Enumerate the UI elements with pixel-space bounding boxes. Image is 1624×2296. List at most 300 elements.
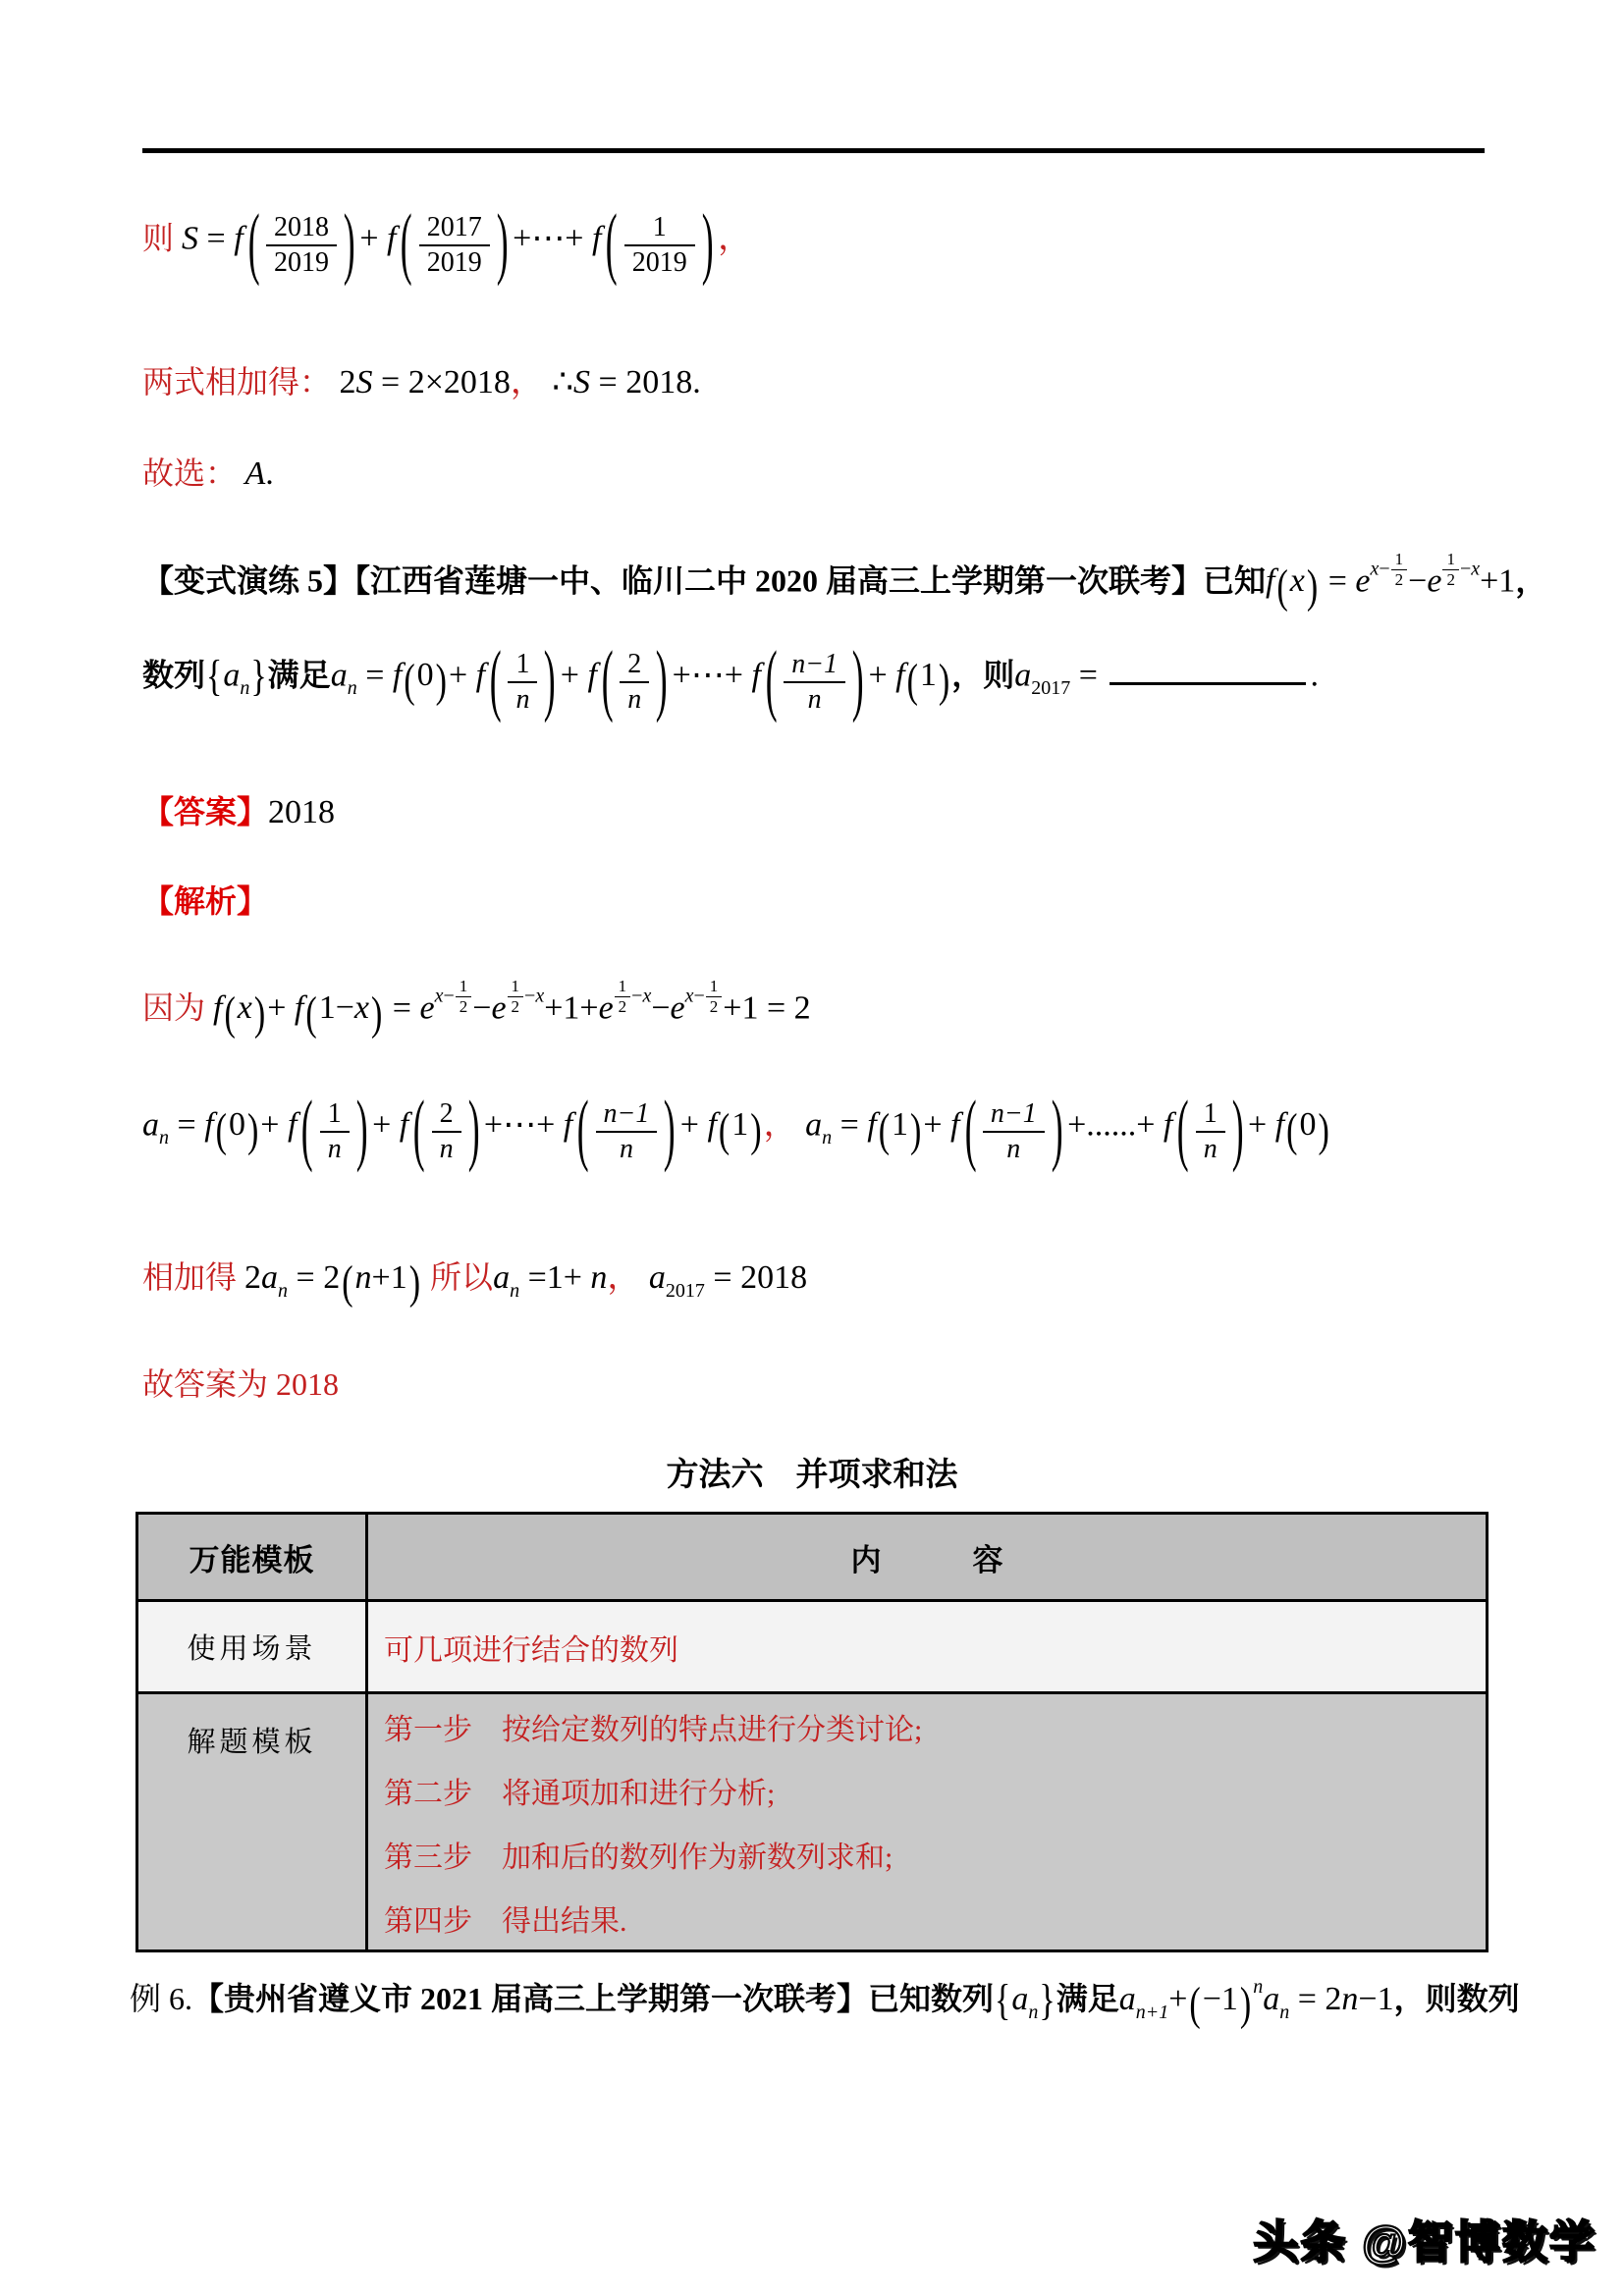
math-token: n — [1341, 1981, 1359, 2017]
table-header-content-cell: 内 容 — [367, 1514, 1488, 1601]
conclusion-line — [142, 1257, 808, 1309]
paren-glyph: ) — [1231, 1086, 1244, 1174]
math-token: 故答案为 2018 — [142, 1366, 340, 1402]
table-header-row — [137, 1514, 1488, 1601]
math-token: 故选： — [142, 455, 238, 491]
paren-glyph: ) — [435, 655, 447, 707]
math-token: + — [1168, 1981, 1188, 2017]
superscript — [435, 977, 473, 1018]
math-token: 0 — [1299, 1106, 1317, 1144]
fraction-numerator: 1 — [624, 211, 695, 246]
paren-glyph: ( — [1276, 561, 1288, 614]
math-token: f — [204, 1106, 214, 1144]
math-token: + — [560, 657, 588, 694]
math-token: A — [237, 455, 266, 492]
math-token: = 2×2018 — [372, 364, 511, 400]
step-2: 第二步 将通项加和进行分析; — [384, 1777, 776, 1810]
math-token: − — [651, 989, 671, 1027]
fraction-denominator: n — [1006, 1133, 1021, 1164]
fraction — [508, 648, 537, 716]
math-token: x — [1370, 558, 1380, 580]
paren-glyph: ( — [247, 199, 260, 288]
math-token: . — [265, 455, 274, 492]
math-token: +⋯+ — [672, 657, 752, 694]
superscript — [1253, 1977, 1263, 1997]
parenthesis-group — [408, 1086, 484, 1174]
paren-glyph: ( — [1286, 1104, 1298, 1156]
fraction — [620, 648, 649, 716]
math-token: a — [1263, 1981, 1280, 2017]
fraction-denominator: n — [807, 683, 822, 715]
math-token: 1 — [731, 1106, 749, 1144]
subscript: n — [1028, 2002, 1039, 2023]
fraction — [1442, 550, 1459, 591]
paren-glyph: ( — [606, 199, 619, 288]
fraction — [456, 977, 472, 1018]
fraction — [1391, 550, 1408, 591]
math-token: x — [237, 989, 252, 1027]
fraction-denominator: n — [439, 1133, 454, 1164]
fraction-denominator: 2019 — [631, 246, 687, 278]
math-token: = — [384, 989, 420, 1027]
math-token: = — [198, 220, 235, 257]
paren-glyph: ) — [938, 655, 950, 707]
math-token: ， — [1515, 562, 1547, 599]
subscript: n — [510, 1280, 520, 1302]
math-token: ∴ — [543, 364, 574, 400]
paren-glyph: ) — [1051, 1086, 1063, 1174]
math-token: e — [670, 989, 685, 1027]
top-rule-divider — [142, 148, 1485, 153]
superscript — [507, 977, 545, 1018]
math-token: e — [491, 989, 507, 1027]
math-token: − — [631, 985, 643, 1007]
final-answer-line — [142, 1366, 339, 1403]
fraction — [596, 1097, 658, 1165]
math-token: f — [751, 657, 761, 694]
math-token: 例 6. — [130, 1981, 193, 2016]
paren-glyph: ) — [343, 199, 355, 288]
answer-line — [142, 793, 335, 831]
paren-glyph: ( — [489, 636, 502, 724]
fraction-denominator: 2 — [709, 997, 719, 1017]
superscript — [685, 977, 724, 1018]
analysis-label-line — [142, 883, 268, 920]
parenthesis-group — [222, 988, 267, 1041]
math-token: n — [590, 1259, 608, 1296]
fraction — [706, 977, 723, 1018]
math-token: − — [693, 985, 705, 1007]
math-token: + — [868, 657, 896, 694]
math-token: x — [1471, 558, 1481, 580]
parenthesis-group — [244, 199, 360, 288]
fraction-numerator: 1 — [508, 977, 524, 997]
fraction-denominator: 2 — [511, 997, 520, 1017]
paren-glyph: ) — [408, 1257, 421, 1309]
fraction-denominator: n — [627, 683, 642, 715]
math-token: f — [387, 220, 397, 257]
fraction — [508, 977, 524, 1018]
math-token: = — [1320, 562, 1356, 600]
math-token: n — [1253, 1976, 1264, 1998]
math-token: + — [267, 989, 295, 1027]
math-token: a — [330, 657, 348, 694]
math-token: ， — [510, 364, 544, 400]
math-token: 1 — [892, 1106, 909, 1144]
step-1: 第一步 按给定数列的特点进行分类讨论; — [384, 1713, 923, 1746]
math-token: e — [1355, 562, 1371, 600]
math-token: f — [392, 657, 403, 694]
subscript: n — [1279, 2002, 1290, 2023]
usage-scene-label: 使用场景 — [137, 1601, 367, 1693]
math-token: f — [587, 657, 597, 694]
example-6-line — [130, 1976, 1520, 2031]
paren-glyph: ) — [544, 636, 557, 724]
math-token: 1− — [318, 989, 354, 1027]
math-token: = — [832, 1106, 868, 1144]
subscript: n — [240, 677, 250, 700]
math-token: e — [1427, 562, 1442, 600]
fraction-numerator: 1 — [1391, 550, 1408, 570]
fraction — [419, 211, 490, 279]
parenthesis-group — [485, 636, 561, 724]
math-token: 满足 — [267, 657, 331, 693]
math-token: = 2018 — [590, 364, 693, 400]
math-token: f — [399, 1106, 409, 1144]
paren-glyph: ) — [1318, 1104, 1329, 1156]
math-token: n — [354, 1259, 372, 1296]
subscript: n — [159, 1127, 169, 1149]
parenthesis-group — [601, 199, 718, 288]
step-4: 第四步 得出结果. — [384, 1904, 627, 1938]
math-token: 2018 — [268, 794, 336, 830]
fraction-numerator: 1 — [508, 648, 537, 683]
math-token: 相加得 — [142, 1259, 245, 1295]
math-token: } — [1039, 1977, 1056, 2025]
math-token: +1 — [1480, 562, 1516, 600]
template-table — [135, 1512, 1489, 1952]
variant-exercise-5-line — [142, 550, 1547, 614]
math-token: x — [434, 985, 444, 1007]
math-token: f — [867, 1106, 877, 1144]
fraction — [784, 648, 845, 716]
math-token: ， — [763, 1106, 806, 1144]
parenthesis-group — [303, 988, 384, 1041]
fraction-denominator: 2019 — [273, 246, 329, 278]
math-token: + — [372, 1106, 400, 1144]
usage-scene-text: 可几项进行结合的数列 — [384, 1633, 678, 1667]
table-header-template-cell: 万能模板 — [137, 1514, 367, 1601]
method-six-title: 方法六 并项求和法 — [666, 1456, 958, 1492]
equation-sum-result-line — [142, 363, 701, 401]
parenthesis-group — [1172, 1086, 1248, 1174]
math-token: f — [234, 220, 244, 257]
parenthesis-group — [905, 655, 952, 707]
paren-glyph: ) — [910, 1104, 922, 1156]
parenthesis-group — [877, 1104, 924, 1156]
math-token: + — [923, 1106, 951, 1144]
paren-glyph: ( — [224, 988, 236, 1041]
parenthesis-group — [402, 655, 449, 707]
math-token: 2 — [331, 364, 356, 400]
fraction-numerator: 1 — [706, 977, 723, 997]
math-token: { — [206, 653, 223, 701]
parenthesis-group — [1187, 1979, 1253, 2031]
math-token: a — [493, 1259, 511, 1296]
table-row-usage — [137, 1601, 1488, 1693]
math-token: 满足 — [1056, 1981, 1119, 2016]
math-token: f — [591, 220, 602, 257]
paren-glyph: ( — [576, 1086, 589, 1174]
math-token: f — [563, 1106, 573, 1144]
math-token: x — [1289, 562, 1305, 600]
math-token: a — [648, 1259, 666, 1296]
parenthesis-group — [597, 636, 673, 724]
paren-glyph: ( — [301, 1086, 314, 1174]
math-token: a — [142, 1106, 159, 1144]
math-token: +⋯+ — [483, 1106, 564, 1144]
fraction-denominator: n — [327, 1133, 342, 1164]
watermark: 头条 @智博数学 — [1253, 2216, 1597, 2268]
math-token: +1 = 2 — [723, 989, 811, 1027]
math-token: a — [223, 657, 241, 694]
math-token: . — [692, 364, 701, 400]
math-token: = — [1070, 657, 1107, 694]
math-token: ，则数列 — [1393, 1981, 1520, 2016]
fraction-numerator: 1 — [456, 977, 472, 997]
math-token: 1 — [919, 657, 937, 694]
math-token: 两式相加得： — [142, 364, 332, 400]
table-row-steps — [137, 1693, 1488, 1951]
paren-glyph: ) — [1306, 561, 1319, 614]
fraction — [1196, 1097, 1225, 1165]
parenthesis-group — [214, 1104, 261, 1156]
math-token: a — [805, 1106, 823, 1144]
math-token: = 2 — [1289, 1981, 1342, 2017]
math-token: − — [524, 985, 536, 1007]
math-token: +⋯+ — [513, 220, 592, 257]
fraction-numerator: 1 — [615, 977, 631, 997]
math-token: f — [213, 989, 223, 1027]
fraction-numerator: 2018 — [266, 211, 337, 246]
paren-glyph: ( — [412, 1086, 425, 1174]
sequence-definition-line — [142, 636, 1319, 724]
paren-glyph: ( — [1177, 1086, 1189, 1174]
paren-glyph: ) — [1239, 1979, 1252, 2031]
paren-glyph: ) — [467, 1086, 480, 1174]
paren-glyph: ( — [765, 636, 778, 724]
math-token: a — [261, 1259, 279, 1296]
math-token: 所以 — [422, 1259, 494, 1295]
fraction-numerator: 2 — [432, 1097, 461, 1133]
math-token: f — [1274, 1106, 1285, 1144]
math-token: a — [1014, 657, 1032, 694]
paren-glyph: ( — [215, 1104, 227, 1156]
fraction — [983, 1097, 1045, 1165]
math-token: − — [1459, 558, 1472, 580]
fraction-denominator: n — [1203, 1133, 1218, 1164]
superscript — [1441, 550, 1480, 591]
fraction-denominator: 2 — [459, 997, 468, 1017]
subscript: n — [822, 1127, 833, 1149]
math-token: 2 — [244, 1259, 262, 1296]
fraction — [624, 211, 695, 279]
parenthesis-group — [297, 1086, 372, 1174]
step-3: 第三步 加和后的数列作为新数列求和; — [384, 1841, 893, 1874]
formula-s-sum-line — [142, 199, 752, 288]
math-token: −1 — [1202, 1981, 1238, 2017]
math-token: f — [475, 657, 486, 694]
paren-glyph: ( — [305, 988, 317, 1041]
math-token: + — [1248, 1106, 1275, 1144]
math-token: ，则 — [951, 657, 1015, 693]
paren-glyph: ( — [718, 1104, 731, 1156]
solve-template-steps — [367, 1693, 1488, 1951]
fraction-numerator: 2 — [620, 648, 649, 683]
paren-glyph: ) — [253, 988, 266, 1041]
math-token: 【变式演练 5】【江西省莲塘一中、临川二中 2020 届高三上学期第一次联考】已知 — [142, 562, 1267, 599]
math-token: x — [684, 985, 694, 1007]
math-token: S — [182, 220, 199, 257]
math-token: +1+ — [544, 989, 599, 1027]
paren-glyph: ( — [404, 655, 415, 707]
math-token: f — [1163, 1106, 1173, 1144]
math-token: x — [642, 985, 652, 1007]
math-token: e — [419, 989, 435, 1027]
math-token: = — [356, 657, 393, 694]
math-token: − — [443, 985, 455, 1007]
answer-blank — [1110, 653, 1306, 685]
math-token: f — [950, 1106, 960, 1144]
fraction — [320, 1097, 350, 1165]
math-token: 0 — [416, 657, 434, 694]
math-token: x — [353, 989, 369, 1027]
math-token: +......+ — [1067, 1106, 1164, 1144]
math-token: 数列 — [142, 657, 206, 693]
math-token: − — [1408, 562, 1428, 600]
parenthesis-group — [761, 636, 869, 724]
paren-glyph: ( — [964, 1086, 977, 1174]
solve-template-label: 解题模板 — [137, 1693, 367, 1951]
math-token: 【解析】 — [142, 883, 269, 919]
because-identity-line — [142, 977, 811, 1041]
math-token: − — [1379, 558, 1390, 580]
an-two-forms-line — [142, 1086, 1331, 1174]
math-token: S — [573, 364, 591, 400]
fraction-denominator: 2019 — [426, 246, 482, 278]
fraction — [615, 977, 631, 1018]
answer-choice-line — [142, 454, 274, 493]
fraction-numerator: n−1 — [784, 648, 845, 683]
parenthesis-group — [1284, 1104, 1331, 1156]
subscript: 2017 — [665, 1280, 705, 1302]
math-token: e — [598, 989, 614, 1027]
math-token: 【贵州省遵义市 2021 届高三上学期第一次联考】已知数列 — [192, 1981, 995, 2016]
superscript — [1371, 550, 1409, 591]
fraction-numerator: 1 — [320, 1097, 350, 1133]
paren-glyph: ( — [601, 636, 614, 724]
math-token: . — [1310, 657, 1319, 694]
subscript: n — [278, 1280, 289, 1302]
math-token: + — [359, 220, 387, 257]
math-token: x — [535, 985, 545, 1007]
fraction — [266, 211, 337, 279]
paren-glyph: ) — [355, 1086, 368, 1174]
math-token: } — [250, 653, 267, 701]
paren-glyph: ( — [1189, 1979, 1201, 2031]
paren-glyph: ) — [655, 636, 668, 724]
fraction-denominator: n — [515, 683, 530, 715]
math-token: =1+ — [519, 1259, 591, 1296]
fraction-denominator: 2 — [618, 997, 627, 1017]
usage-scene-content — [367, 1601, 1488, 1693]
subscript: n — [347, 677, 357, 700]
math-token: ， — [607, 1259, 649, 1296]
math-token: 【答案】 — [142, 794, 269, 829]
fraction — [432, 1097, 461, 1165]
fraction-numerator: 1 — [1196, 1097, 1225, 1133]
math-token: = 2 — [288, 1259, 341, 1296]
math-token: 因为 — [142, 989, 214, 1026]
paren-glyph: ) — [701, 199, 714, 288]
math-token: + — [679, 1106, 708, 1144]
subscript: 2017 — [1031, 677, 1071, 700]
fraction-numerator: n−1 — [596, 1097, 658, 1133]
math-token: + — [448, 657, 476, 694]
math-token: ， — [718, 220, 752, 257]
fraction-denominator: 2 — [1446, 570, 1455, 590]
parenthesis-group — [717, 1104, 764, 1156]
math-token: f — [287, 1106, 298, 1144]
math-token: = 2018 — [704, 1259, 808, 1296]
math-token: 0 — [228, 1106, 245, 1144]
paren-glyph: ) — [851, 636, 864, 724]
paren-glyph: ( — [906, 655, 918, 707]
fraction-denominator: 2 — [1394, 570, 1404, 590]
superscript — [614, 977, 652, 1018]
parenthesis-group — [1274, 561, 1320, 614]
math-token: f — [707, 1106, 717, 1144]
paren-glyph: ) — [246, 1104, 259, 1156]
math-token: −1 — [1358, 1981, 1394, 2017]
math-token: S — [355, 364, 373, 400]
fraction-numerator: 1 — [1442, 550, 1459, 570]
math-token: f — [1266, 562, 1275, 600]
math-token: a — [1118, 1981, 1136, 2017]
paren-glyph: ( — [342, 1257, 353, 1309]
math-token: f — [294, 989, 304, 1027]
math-token: f — [895, 657, 905, 694]
parenthesis-group — [340, 1257, 422, 1309]
parenthesis-group — [960, 1086, 1068, 1174]
paren-glyph: ( — [878, 1104, 891, 1156]
math-token: − — [472, 989, 492, 1027]
fraction-numerator: 2017 — [419, 211, 490, 246]
paren-glyph: ( — [401, 199, 413, 288]
parenthesis-group — [396, 199, 513, 288]
subscript: n+1 — [1135, 2002, 1169, 2023]
paren-glyph: ) — [664, 1086, 677, 1174]
math-token: = — [169, 1106, 205, 1144]
math-token: { — [995, 1977, 1011, 2025]
fraction-denominator: n — [619, 1133, 633, 1164]
paren-glyph: ) — [370, 988, 383, 1041]
math-token: + — [260, 1106, 288, 1144]
paren-glyph: ) — [750, 1104, 762, 1156]
paren-glyph: ) — [496, 199, 509, 288]
fraction-numerator: n−1 — [983, 1097, 1045, 1133]
parenthesis-group — [572, 1086, 680, 1174]
